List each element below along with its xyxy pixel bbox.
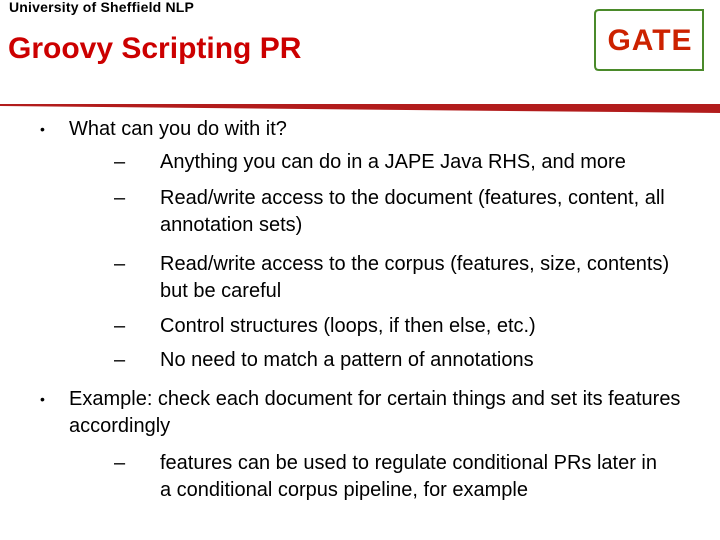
bullet-marker: • bbox=[40, 121, 45, 137]
header-rule bbox=[0, 104, 720, 113]
sub-bullet-text: No need to match a pattern of annotations bbox=[160, 349, 534, 371]
sub-bullet-marker: – bbox=[114, 253, 126, 275]
sub-bullet-text: Anything you can do in a JAPE Java RHS, and more bbox=[160, 151, 626, 173]
bullet-text: Example: check each document for certain things and set its features accordingly bbox=[69, 388, 681, 437]
sub-bullet-marker: – bbox=[114, 349, 126, 371]
gate-logo-text: GATE bbox=[607, 24, 693, 57]
sub-bullet-marker: – bbox=[114, 187, 126, 209]
sub-bullet-text: Control structures (loops, if then else, etc.) bbox=[160, 315, 536, 337]
sub-bullet-text: Read/write access to the document (features, content, all annotation sets) bbox=[160, 187, 665, 236]
bullet-text: What can you do with it? bbox=[69, 118, 287, 140]
sub-bullet-marker: – bbox=[114, 315, 126, 337]
slide-title: Groovy Scripting PR bbox=[8, 32, 302, 65]
sub-bullet-marker: – bbox=[114, 151, 126, 173]
sub-bullet-text: Read/write access to the corpus (features, size, contents) but be careful bbox=[160, 253, 670, 302]
bullet-marker: • bbox=[40, 391, 45, 407]
sub-bullet-marker: – bbox=[114, 452, 126, 474]
university-label: University of Sheffield NLP bbox=[9, 0, 195, 15]
gate-logo bbox=[593, 8, 705, 72]
sub-bullet-text: features can be used to regulate conditional PRs later in a conditional corpus pipeline, for example bbox=[160, 452, 657, 501]
